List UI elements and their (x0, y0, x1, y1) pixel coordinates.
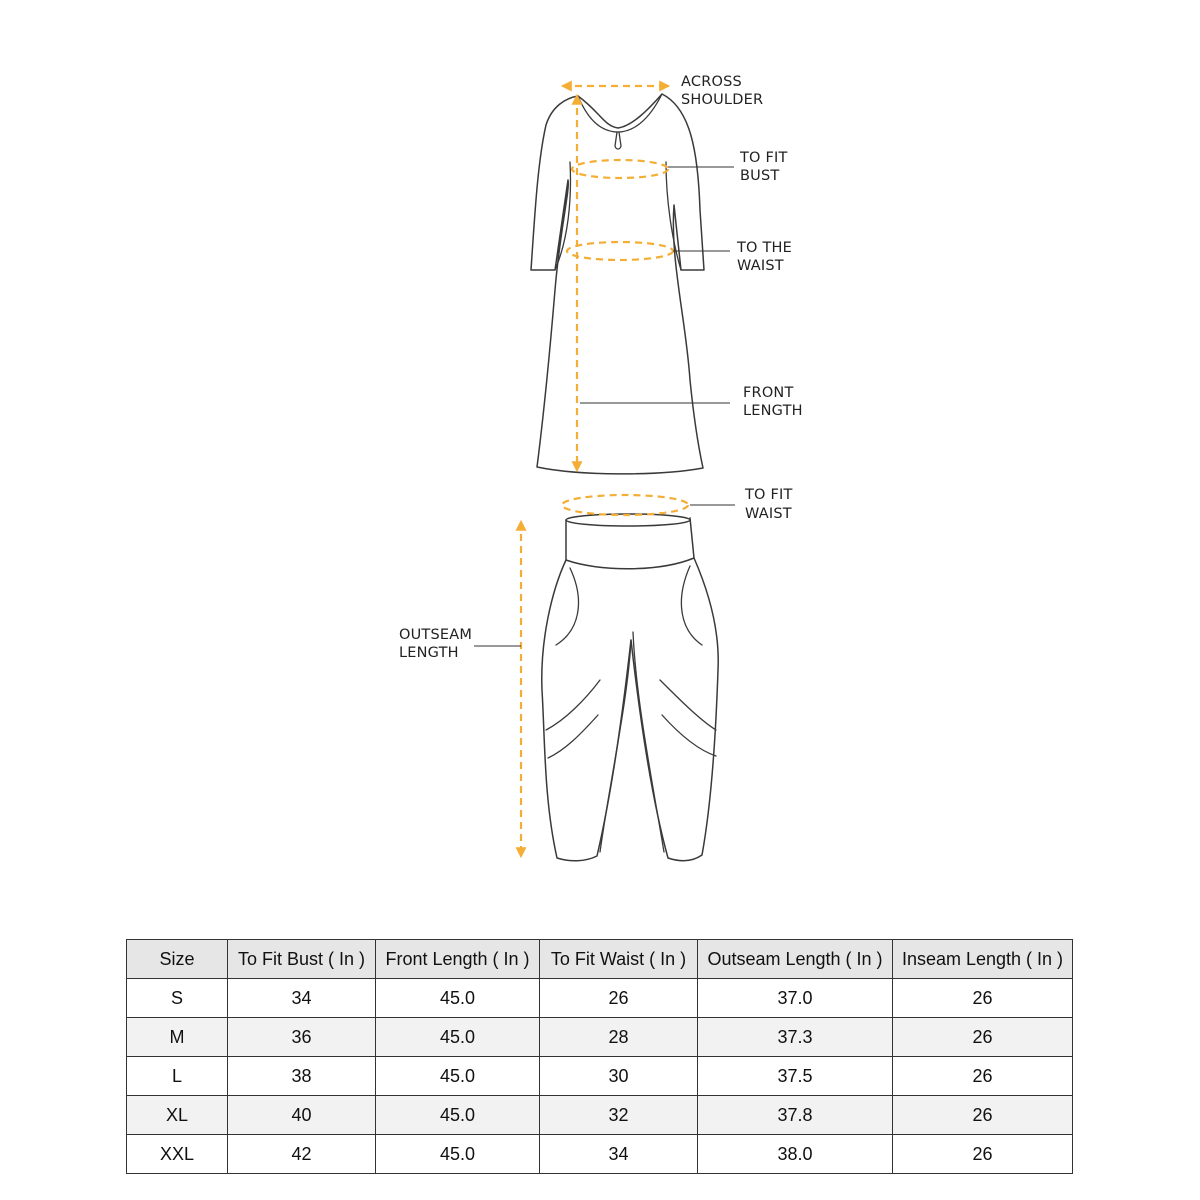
header-outseam-length: Outseam Length ( In ) (698, 940, 893, 979)
cell-waist: 34 (540, 1135, 698, 1174)
size-chart-table (126, 939, 1073, 1174)
cell-front-length: 45.0 (376, 1096, 540, 1135)
label-outseam-length: OUTSEAM LENGTH (399, 627, 473, 661)
header-front-length: Front Length ( In ) (376, 940, 540, 979)
label-front-length: FRONT LENGTH (743, 385, 803, 419)
pants-fold-2 (681, 566, 702, 645)
cell-waist: 26 (540, 979, 698, 1018)
label-to-fit-bust: TO FIT BUST (740, 150, 788, 184)
kurta-illustration (531, 94, 704, 474)
cell-bust: 40 (228, 1096, 376, 1135)
labels (399, 74, 803, 661)
pants-outline (542, 558, 718, 861)
cell-bust: 38 (228, 1057, 376, 1096)
header-to-fit-waist: To Fit Waist ( In ) (540, 940, 698, 979)
table-row (127, 979, 1073, 1018)
crotch-drape-right (633, 632, 664, 852)
cell-outseam: 37.0 (698, 979, 893, 1018)
pants-fold-1 (556, 568, 578, 645)
label-across-shoulder: ACROSS SHOULDER (681, 74, 764, 108)
kurta-body-outline (531, 94, 704, 474)
table-row (127, 1018, 1073, 1057)
cell-size: L (127, 1057, 228, 1096)
pants-illustration (542, 514, 718, 861)
cell-front-length: 45.0 (376, 1057, 540, 1096)
cell-outseam: 37.5 (698, 1057, 893, 1096)
header-size: Size (127, 940, 228, 979)
cell-size: S (127, 979, 228, 1018)
cell-bust: 36 (228, 1018, 376, 1057)
label-to-the-waist: TO THE WAIST (737, 240, 793, 274)
pants-fold-4 (548, 715, 598, 758)
cell-inseam: 26 (893, 1018, 1073, 1057)
cell-size: M (127, 1018, 228, 1057)
cell-waist: 28 (540, 1018, 698, 1057)
pants-fold-6 (662, 715, 716, 756)
bust-measure-ellipse (572, 160, 668, 178)
kurta-neckline (578, 94, 662, 132)
waist-measure-ellipse (567, 242, 673, 260)
cell-front-length: 45.0 (376, 1018, 540, 1057)
cell-size: XXL (127, 1135, 228, 1174)
cell-front-length: 45.0 (376, 1135, 540, 1174)
cell-size: XL (127, 1096, 228, 1135)
table-row (127, 1057, 1073, 1096)
measurement-markers (521, 86, 688, 856)
cell-bust: 34 (228, 979, 376, 1018)
cell-waist: 32 (540, 1096, 698, 1135)
cell-outseam: 37.3 (698, 1018, 893, 1057)
cell-inseam: 26 (893, 979, 1073, 1018)
cell-waist: 30 (540, 1057, 698, 1096)
cell-outseam: 37.8 (698, 1096, 893, 1135)
table-row (127, 1135, 1073, 1174)
cell-inseam: 26 (893, 1096, 1073, 1135)
crotch-drape-left (600, 640, 631, 852)
cell-outseam: 38.0 (698, 1135, 893, 1174)
table-header-row (127, 940, 1073, 979)
kurta-keyhole (615, 132, 621, 149)
header-to-fit-bust: To Fit Bust ( In ) (228, 940, 376, 979)
label-to-fit-waist: TO FIT WAIST (745, 487, 793, 522)
cell-inseam: 26 (893, 1057, 1073, 1096)
table-row (127, 1096, 1073, 1135)
cell-inseam: 26 (893, 1135, 1073, 1174)
cell-front-length: 45.0 (376, 979, 540, 1018)
pants-waist-measure-ellipse (562, 495, 688, 515)
cell-bust: 42 (228, 1135, 376, 1174)
leader-lines (474, 167, 735, 646)
header-inseam-length: Inseam Length ( In ) (893, 940, 1073, 979)
